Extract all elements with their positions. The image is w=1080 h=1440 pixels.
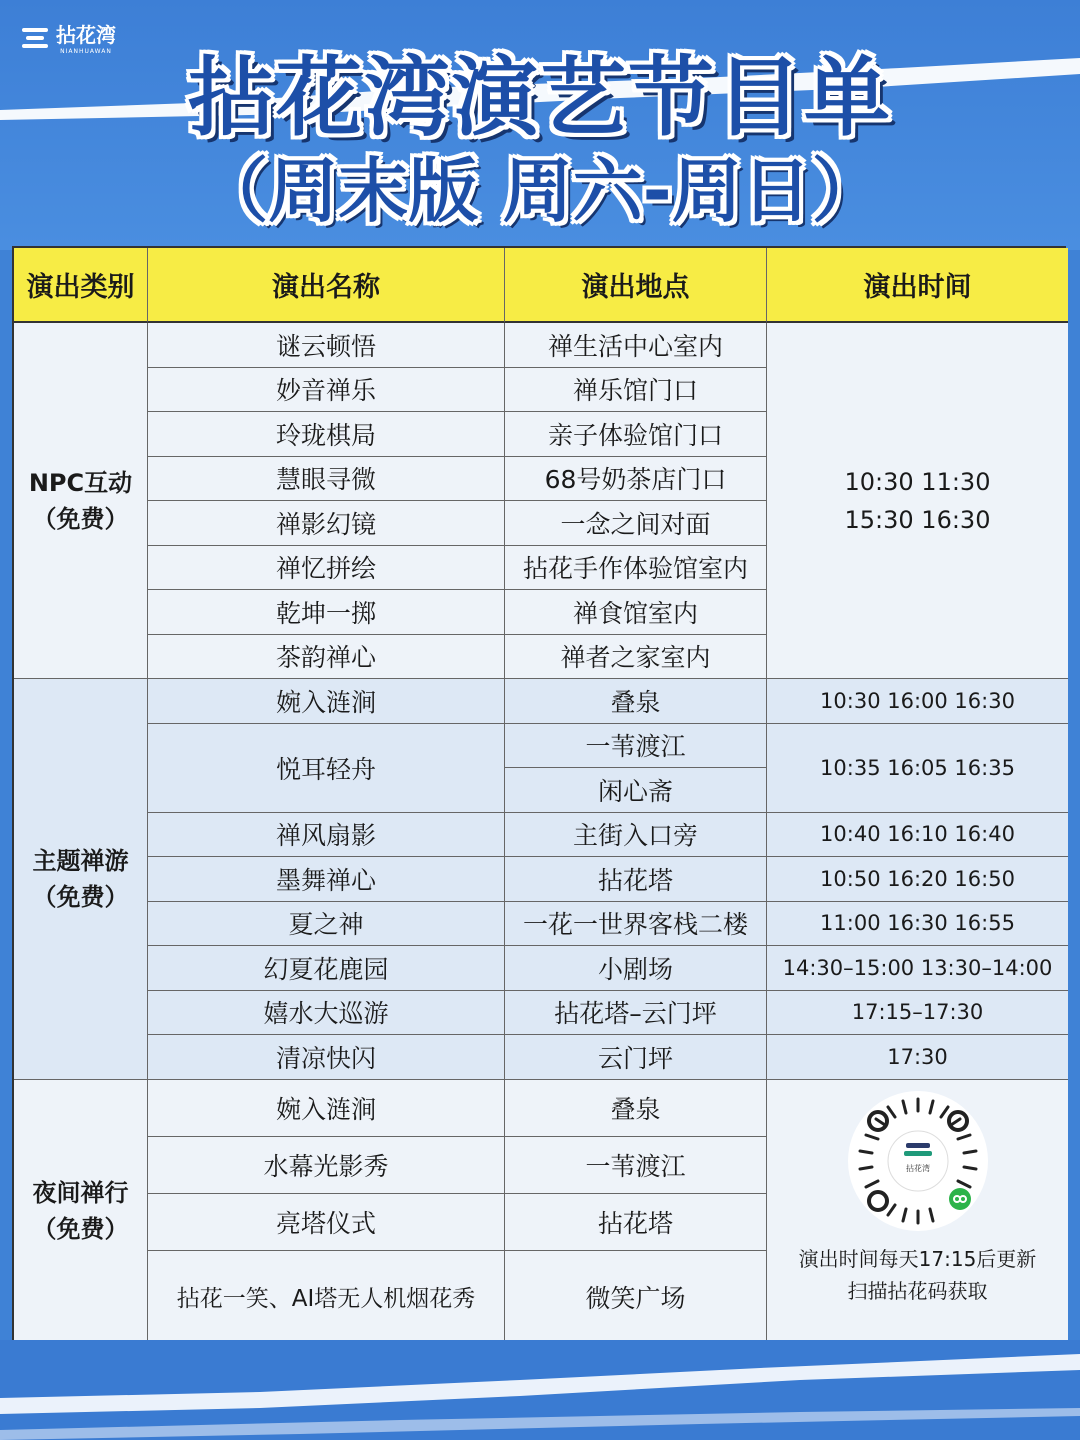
show-name: 禅影幻镜 [148, 501, 505, 546]
time-line: 15:30 16:30 [844, 505, 991, 534]
show-time: 11:00 16:30 16:55 [767, 902, 1068, 947]
show-place: 闲心斋 [505, 768, 767, 813]
show-time: 17:15–17:30 [767, 991, 1068, 1036]
show-time: 14:30–15:00 13:30–14:00 [767, 946, 1068, 991]
show-name: 拈花一笑、AI塔无人机烟花秀 [148, 1251, 505, 1343]
header-category: 演出类别 [14, 248, 148, 323]
category-theme-tour [14, 679, 148, 1080]
category-fee: （免费） [32, 504, 129, 533]
show-name: 禅风扇影 [148, 813, 505, 858]
update-note-cell [767, 1080, 1068, 1343]
show-name: 水幕光影秀 [148, 1137, 505, 1194]
show-time: 17:30 [767, 1035, 1068, 1080]
show-place: 云门坪 [505, 1035, 767, 1080]
page-subtitle: （周末版 周六-周日） [198, 150, 882, 232]
category-npc [14, 323, 148, 679]
show-place: 68号奶茶店门口 [505, 457, 767, 502]
show-place: 拈花塔 [505, 1194, 767, 1251]
show-place: 一念之间对面 [505, 501, 767, 546]
show-place: 叠泉 [505, 679, 767, 724]
show-name: 幻夏花鹿园 [148, 946, 505, 991]
logo-subtext: NIANHUAWAN [60, 48, 112, 55]
show-place: 禅者之家室内 [505, 635, 767, 680]
show-place: 叠泉 [505, 1080, 767, 1137]
show-time: 10:50 16:20 16:50 [767, 857, 1068, 902]
show-name: 乾坤一掷 [148, 590, 505, 635]
show-place: 微笑广场 [505, 1251, 767, 1343]
show-time: 10:35 16:05 16:35 [767, 724, 1068, 813]
show-name: 玲珑棋局 [148, 412, 505, 457]
show-place: 一苇渡江 [505, 724, 767, 769]
show-name: 亮塔仪式 [148, 1194, 505, 1251]
mini-program-qr-code[interactable] [848, 1091, 988, 1231]
show-place: 拈花手作体验馆室内 [505, 546, 767, 591]
logo-text: 拈花湾 [56, 23, 116, 47]
bottom-brush-decoration [0, 1340, 1080, 1440]
update-note-line: 演出时间每天17:15后更新 [798, 1246, 1037, 1271]
time-line: 10:30 11:30 [844, 467, 991, 496]
show-time: 10:40 16:10 16:40 [767, 813, 1068, 858]
show-name: 妙音禅乐 [148, 368, 505, 413]
show-place: 禅食馆室内 [505, 590, 767, 635]
page-title: 拈花湾演艺节目单 [188, 48, 892, 148]
show-place: 禅生活中心室内 [505, 323, 767, 368]
show-time: 10:30 16:00 16:30 [767, 679, 1068, 724]
show-place: 一花一世界客栈二楼 [505, 902, 767, 947]
show-name: 慧眼寻微 [148, 457, 505, 502]
show-place: 一苇渡江 [505, 1137, 767, 1194]
category-fee: （免费） [32, 1215, 129, 1243]
show-name: 墨舞禅心 [148, 857, 505, 902]
show-name: 婉入涟涧 [148, 1080, 505, 1137]
show-place: 禅乐馆门口 [505, 368, 767, 413]
schedule-table [12, 246, 1066, 1340]
show-place: 亲子体验馆门口 [505, 412, 767, 457]
show-name: 谜云顿悟 [148, 323, 505, 368]
show-name: 悦耳轻舟 [148, 724, 505, 813]
header-time: 演出时间 [767, 248, 1068, 323]
header-place: 演出地点 [505, 248, 767, 323]
category-night [14, 1080, 148, 1343]
category-fee: （免费） [32, 882, 129, 911]
show-place: 小剧场 [505, 946, 767, 991]
header-name: 演出名称 [148, 248, 505, 323]
show-name: 夏之神 [148, 902, 505, 947]
category-label: 夜间禅行 [32, 1179, 129, 1207]
show-place: 主街入口旁 [505, 813, 767, 858]
show-name: 清凉快闪 [148, 1035, 505, 1080]
category-label: 主题禅游 [32, 846, 129, 875]
npc-time-cell [767, 323, 1068, 679]
show-name: 茶韵禅心 [148, 635, 505, 680]
show-name: 婉入涟涧 [148, 679, 505, 724]
qr-center-label: 拈花湾 [905, 1163, 930, 1173]
category-label: NPC互动 [28, 468, 133, 497]
qr-code-icon [848, 1091, 988, 1231]
show-name: 禅忆拼绘 [148, 546, 505, 591]
show-place: 拈花塔–云门坪 [505, 991, 767, 1036]
show-place: 拈花塔 [505, 857, 767, 902]
show-name: 嬉水大巡游 [148, 991, 505, 1036]
update-note-line: 扫描拈花码获取 [847, 1278, 988, 1303]
